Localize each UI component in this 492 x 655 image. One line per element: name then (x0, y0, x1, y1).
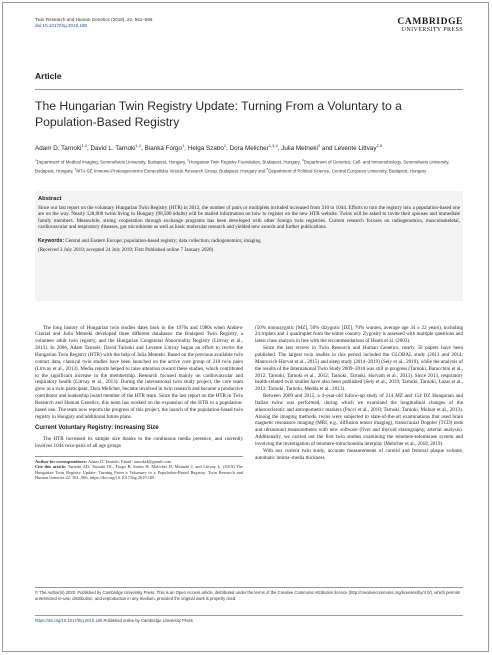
body-paragraph: (50% monozygotic [MZ], 50% dizygotic [DZ], 70% women, average age 34 ± 22 years), including 24 triplets and 1 quadruplet from the entire country. Zygosity is assessed with multiple questions and latest class analysis in line with the recommendations of Heath et al. (2003). (255, 324, 463, 345)
journal-info (35, 17, 152, 29)
article-title: The Hungarian Twin Registry Update: Turning From a Voluntary to a Population-Based Registry (35, 99, 402, 129)
author: David L. Tarnoki$^{1,2}$ (90, 143, 142, 153)
left-column (35, 325, 243, 481)
body-paragraph: Since the last review in Twin Research and Human Genetics, nearly 50 papers have been published. The largest twin studies in this period included the GLOBAL study (2013 and 2014; Maurovich-Horvat et al., 2015) and sleep study (2014–2019) (Sely et al., 2019), while the analysis of the results of the International Twin Study 2009–2010 was still in progress (Tarnoki, Baracchini et al., 2012; Tarnoki, Tarnoki et al., 2012; Tarnoki, Tarnoki, Horvath et al., 2013). Since 2013, respiratory health-related twin studies have also been published (Sely et al., 2019; Tarnoki, Tarnoki, Lazar et al., 2013; Tarnoki, Tarnoki, Medda et al., 2013). (255, 345, 463, 393)
journal-citation: Twin Research and Human Genetics (2019), 22, 561–566 (35, 17, 153, 22)
correspondence-note: Author for correspondence: Adam D. Tarnoki, Email: tarnoki4@gmail.com Cite this article: Tarnoki AD, Tarnoki DL, Forgo B, Szabo H, Melicher D, Metneki J, and Littvay L. (2019) The Hungarian Twin Registry Update: Turning From a Voluntary to a Population-Based Registry. Twin Research and Human Genetics 22: 561–566, https://doi.org/10.1017/thg.2019.180 (35, 456, 243, 481)
body-paragraph: The HTR increased its sample size thanks to the continuous media presence, and currently involves 1044 twin-pairs of all age groups (35, 436, 243, 450)
article-page (35, 17, 463, 623)
author: Levente Littvay$^{2,5}$ (334, 143, 383, 153)
abstract-text: Since our last report on the voluntary Hungarian Twin Registry (HTR) in 2012, the number of pairs or multiplets included increased from 310 to 1044. Efforts to turn the registry into a population-based one are on the way. Nearly 128,000 twins living in Hungary (98,500 adults) will be mailed information on how to register on the new HTR website. Twins will be asked to invite their spouses and immediate family members. Meanwhile, strong cooperation through exchange programs has been developed with other foreign twin registries. Current research focuses on radiogenomics, musculoskeletal, cardiovascular and respiratory diseases, gut microbiome as well as basic molecular research and yielded new awards and further publications. (38, 204, 460, 231)
doi-footer: https://doi.org/10.1017/thg.2019.180 Published online by Cambridge University Press (35, 615, 463, 624)
page-frame (2, 2, 489, 652)
article-type: Article (35, 71, 62, 81)
author: Bianka Forgo$^1$ (144, 143, 185, 153)
journal-doi[interactable]: doi:10.1017/thg.2019.180 (35, 23, 88, 29)
abstract-box (35, 191, 463, 301)
author: Adam D. Tarnoki$^{1,2}$ (35, 143, 87, 153)
author: Dora Melicher$^{1,3,4}$ (229, 143, 278, 153)
publisher-logo (397, 17, 463, 34)
affiliations: $^1$Department of Medical Imaging, Semmelweis University, Budapest, Hungary, $^2$Hungarian Twin Registry Foundation, Budapest, Hungary, $^3$Department of Genetics, Cell- and Immunobiology, Semmelweis University, Budapest, Hungary, $^4$MTA-SE Immune-Proteogenomics Extracellular Vesicle Research Group, Budapest, Hungary and $^5$Department of Political Science, Central European University, Budapest, Hungary (35, 158, 450, 174)
author: Helga Szabo$^1$ (187, 143, 227, 153)
page-header (35, 17, 463, 45)
doi-link[interactable]: https://doi.org/10.1017/thg.2019.180 (35, 618, 103, 623)
abstract-heading: Abstract (38, 195, 62, 202)
author-list: Adam D. Tarnoki$^{1,2}$, David L. Tarnoki$^{1,2}$, Bianka Forgo$^1$, Helga Szabo$^1$, Dora Melicher$^{1,3,4}$, Julia Metneki$^2$ and Levente Littvay$^{2,5}$ (35, 143, 383, 153)
body-paragraph: Between 2009 and 2015, a 4-year-old follow-up study of 214 MZ and 154 DZ Hungarian and Italian twins was performed, during which we examined the longitudinal changes of the atherosclerotic and antropometric markers (Pucci et al., 2018; Tarnoki, Tarnoki, Molnar et al., 2013). Among the imaging methods, twins were subjected to state-of-the-art examinations that used brain magnetic resonance imaging (MRI, e.g., diffusion tensor imaging), transcranial Doppler (TCD) tests and ultrasound measurements with new software (liver and thyroid elastography, arterial analysis). Additionally, we carried out the first twin studies examining the telomere-telomerase system and involving the investigation of telomere-mitochondria interplay (Melicher et al., 2018, 2019). (255, 393, 463, 447)
publisher-name: CAMBRIDGE (397, 17, 463, 27)
divider (35, 89, 463, 90)
copyright-notice: © The Author(s) 2020. Published by Cambridge University Press. This is an Open Access article, distributed under the terms of the Creative Commons Attribution licence (http://creativecommons.org/licenses/by/4.0/), which permits unrestricted re-use, distribution, and reproduction in any medium, provided the original work is properly cited. (35, 587, 463, 602)
body-columns (35, 325, 463, 481)
section-heading: Current Voluntary Registry: Increasing Size (35, 425, 159, 432)
keywords: Keywords: Central and Eastern Europe; population-based registry; data collection; radiogenomics; imaging (38, 238, 261, 244)
received-dates: (Received 3 July 2019; accepted 24 July 2019; First Published online 7 January 2020) (38, 246, 214, 253)
author: Julia Metneki$^2$ (281, 143, 321, 153)
publisher-subname: UNIVERSITY PRESS (401, 27, 463, 33)
right-column (255, 325, 463, 481)
body-paragraph: With our current twin study, accurate measurements of carotid and femoral plaque volume, automatic intima–media thickness (255, 447, 463, 461)
intro-paragraph: The long history of Hungarian twin studies dates back in the 1970s and 1980s when Andrew Czeizel and Julia Metneki developed three different databases: the Budapest Twin Registry, a volunteer adult twin registry, and the Hungarian Congenital Abnormality Registry (Littvay et al., 2013). In 2006, Adam Tarnoki, David Tarnoki and Levente Littvay began an effort to revive the Hungarian Twin Registry (HTR) with the help of Julia Metneki. Based on the previous available twin contact data, classical twin studies have been launched on the active core group of 310 twin pairs (Littvay et al., 2013). Media reports helped to raise attention toward these studies, which contributed to the significant increase in the membership. Research focused mainly on cardiovascular and respiratory health (Littvay et al., 2013). During the international twin study project, the core team grew as a twin participant, Dora Melicher, became involved in twin research and became a productive contributor and leadership board member of the HTR team. Since the last report on the HTR in Twin Research and Human Genetics, this team has worked on the expansion of the HTR to a population-based one. The team now reports the progress of this project, the launch of the population-based twin registry in Hungary and additional future plans. (35, 324, 243, 420)
